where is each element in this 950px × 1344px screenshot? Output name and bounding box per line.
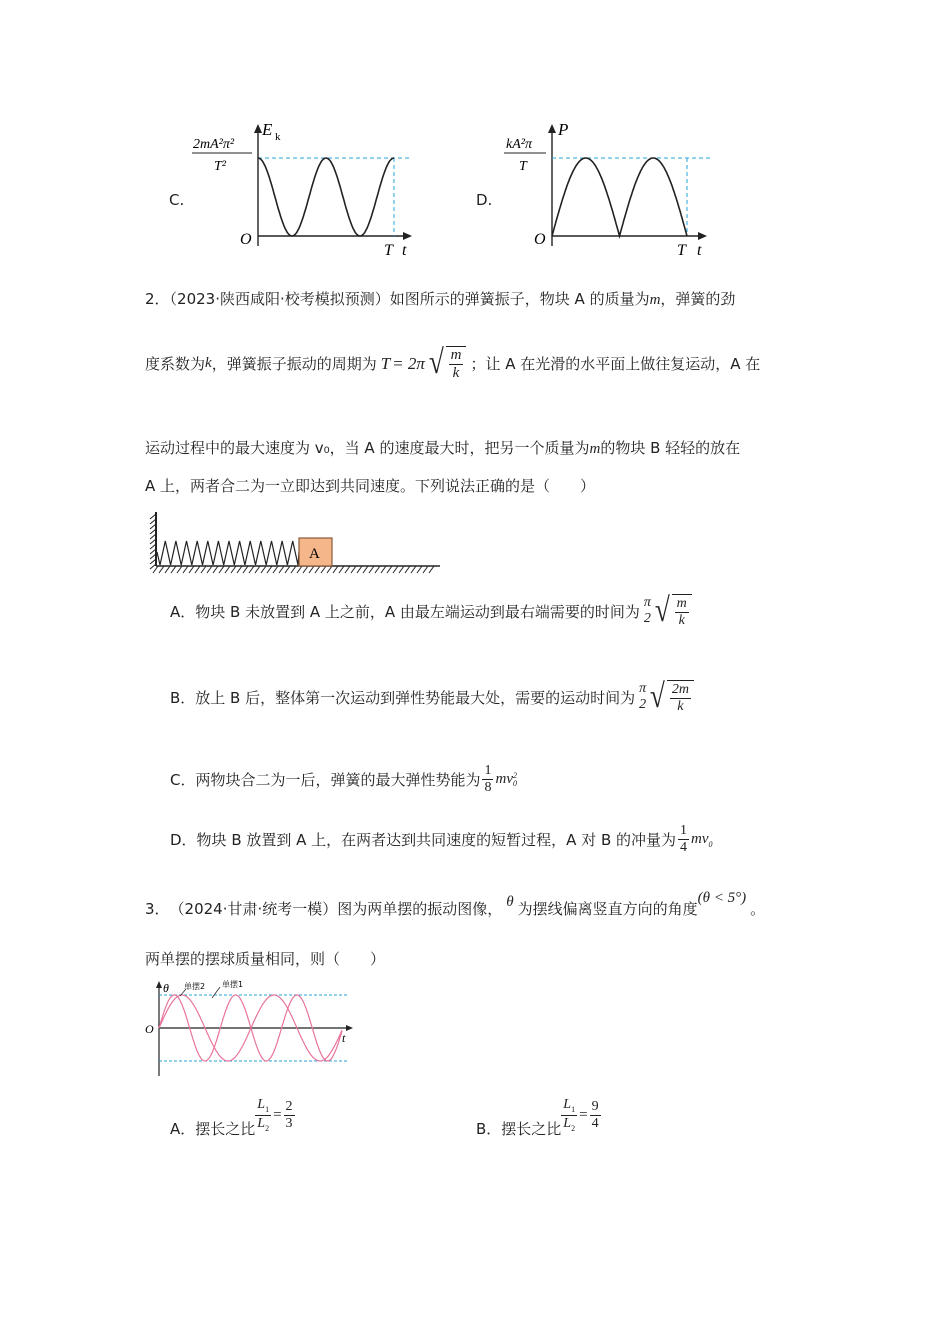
q2-line2-end: ；让 A 在光滑的水平面上做往复运动，A 在	[470, 355, 761, 373]
graph-c	[190, 118, 420, 263]
formula-sqrt: √ $\frac{m}{k}$	[427, 346, 467, 381]
graph-d-xlabel: t	[697, 242, 702, 259]
q2-line3	[145, 437, 740, 458]
graph-d-top-num: kA²π	[506, 137, 532, 152]
q2-line2	[145, 346, 760, 381]
q3-b-L2-sub: 2	[571, 1123, 576, 1133]
q2-line4: A 上，两者合二为一立即达到共同速度。下列说法正确的是（ ）	[145, 477, 596, 495]
q2-option-d-text: D．物块 B 放置到 A 上，在两者达到共同速度的短暂过程，A 对 B 的冲量为	[170, 831, 677, 849]
q3-theta: θ	[506, 894, 514, 910]
q3-option-b[interactable]: B．摆长之比 $\frac{L_1}{L_2}$ = $\frac{9}{4}$	[476, 1097, 599, 1138]
q3-a-den: 3	[285, 1116, 293, 1131]
q2-stiffness-k: k	[205, 355, 212, 371]
q2-mass-m: m	[649, 292, 661, 308]
pendulum-ylabel: θ	[163, 981, 169, 995]
graph-c-origin: O	[240, 231, 252, 248]
q2-line1-end: ，弹簧的劲	[660, 290, 736, 308]
pendulum-origin: O	[145, 1022, 154, 1036]
formula-T: T	[380, 353, 391, 373]
q3-source: （2024·甘肃·统考一模）	[169, 900, 338, 918]
q3-option-a-text: A．摆长之比	[170, 1120, 256, 1138]
q2-a-rad-num: m	[676, 595, 687, 611]
q2-a-den: 2	[643, 611, 651, 626]
q2-a-rad-den: k	[678, 612, 685, 628]
pendulum-label-2: 单摆2	[184, 982, 206, 991]
q3-text2: 为摆线偏离竖直方向的角度	[517, 900, 698, 918]
q2-c-den: 8	[484, 780, 492, 795]
q2-line3-text: 运动过程中的最大速度为 v₀，当 A 的速度最大时，把另一个质量为	[145, 439, 590, 457]
q2-a-num: π	[643, 595, 651, 610]
q2-option-d[interactable]	[170, 824, 713, 855]
q2-c-sup: 2	[512, 770, 517, 780]
q3-b-den: 4	[591, 1116, 599, 1131]
q2-line3-m: m	[589, 441, 601, 457]
q3-number: 3．	[145, 900, 170, 918]
q2-line3-end: 的物块 B 轻轻的放在	[600, 439, 741, 457]
graph-c-xlabel: t	[402, 242, 407, 259]
pendulum-graph	[140, 978, 365, 1078]
q2-number: 2．	[145, 290, 170, 308]
q3-a-L1-sub: 1	[265, 1105, 270, 1114]
graph-d	[500, 118, 730, 263]
q3-option-b-text: B．摆长之比	[476, 1120, 562, 1138]
q3-b-L2: L	[563, 1116, 572, 1131]
graph-d-ylabel: P	[558, 120, 569, 139]
q2-line1-text: 如图所示的弹簧振子，物块 A 的质量为	[389, 290, 650, 308]
option-c-letter: C.	[169, 191, 185, 209]
graph-c-ylabel: E	[262, 120, 273, 139]
option-d-letter: D.	[476, 191, 493, 209]
q2-d-num: 1	[680, 823, 688, 838]
graph-c-top-num: 2mA²π²	[193, 137, 235, 152]
q2-option-c[interactable]	[170, 764, 517, 795]
q2-c-sub: 0	[512, 778, 517, 788]
q2-period-formula	[381, 346, 467, 381]
q2-c-tail: mv	[495, 771, 513, 787]
q3-b-L1-sub: 1	[571, 1105, 576, 1114]
q2-option-a[interactable]: A．物块 B 未放置到 A 上之前，A 由最左端运动到最右端需要的时间为 π 2 √ $\frac{m}{k}$	[170, 594, 692, 628]
q2-line1	[145, 288, 735, 309]
q3-condition: (θ < 5°)	[697, 890, 747, 906]
pendulum-label-1: 单摆1	[222, 980, 244, 989]
q2-d-sub: 0	[708, 839, 713, 849]
graph-d-period: T	[677, 242, 686, 259]
q2-b-rad-den: k	[677, 698, 684, 714]
q3-line1	[145, 890, 766, 919]
q3-a-L2-sub: 2	[265, 1123, 270, 1133]
q2-option-a-text: A．物块 B 未放置到 A 上之前，A 由最左端运动到最右端需要的时间为	[170, 602, 640, 621]
graph-c-top-den: T²	[214, 159, 226, 174]
graph-c-ylabel-sub: k	[275, 131, 281, 143]
graph-d-top-den: T	[519, 159, 527, 174]
q3-a-num: 2	[285, 1099, 293, 1114]
q2-line2-start: 度系数为	[145, 355, 206, 373]
pendulum-xlabel: t	[342, 1031, 346, 1045]
q2-b-num: π	[639, 681, 647, 696]
q2-source: （2023·陕西咸阳·校考模拟预测）	[169, 290, 390, 308]
q3-option-a[interactable]: A．摆长之比 $\frac{L_1}{L_2}$ = $\frac{2}{3}$	[170, 1097, 293, 1138]
q2-b-rad-num: 2m	[671, 681, 689, 697]
q2-option-b[interactable]: B．放上 B 后，整体第一次运动到弹性势能最大处，需要的运动时间为 π 2 √ $\frac{2m}{k}$	[170, 680, 694, 714]
q2-b-den: 2	[639, 697, 647, 712]
q2-line2-mid: ，弹簧振子振动的周期为	[211, 355, 377, 373]
q3-text1: 图为两单摆的振动图像，	[337, 900, 503, 918]
graph-c-period: T	[384, 242, 393, 259]
q2-d-tail: mv	[691, 830, 709, 847]
q3-b-L1: L	[563, 1097, 572, 1113]
formula-sqrt-den: k	[452, 365, 460, 381]
q3-period: 。	[750, 900, 766, 918]
spring-oscillator-diagram	[142, 510, 447, 582]
formula-sqrt-num: m	[450, 347, 462, 363]
graph-d-origin: O	[534, 231, 546, 248]
q2-option-c-text: C．两物块合二为一后，弹簧的最大弹性势能为	[170, 771, 481, 789]
block-a-label: A	[309, 546, 320, 562]
q2-c-num: 1	[484, 763, 492, 778]
formula-eq: = 2π	[392, 353, 425, 373]
q3-b-num: 9	[591, 1099, 599, 1114]
q2-d-den: 4	[680, 840, 688, 855]
q3-a-L2: L	[257, 1116, 266, 1131]
q2-option-b-text: B．放上 B 后，整体第一次运动到弹性势能最大处，需要的运动时间为	[170, 688, 636, 707]
q3-a-L1: L	[257, 1097, 266, 1113]
q3-line2: 两单摆的摆球质量相同，则（ ）	[145, 950, 386, 968]
